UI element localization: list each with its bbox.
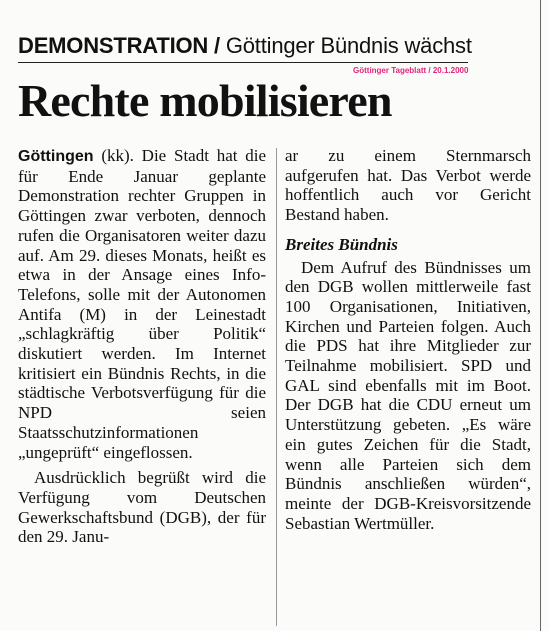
paragraph-2: Ausdrücklich begrüßt wird die Verfügung vom Deutschen Gewerkschaftsbund (DGB), der für den 29. Janu-	[18, 468, 266, 547]
paragraph-1-text: (kk). Die Stadt hat die für Ende Januar geplante Demonstration rechter Gruppen in Göttingen zwar verboten, dennoch rufen die Organisatoren weiter dazu auf. Am 29. dieses Monats, heißt es etwa in der Ansage eines Info-Telefons, solle mit der Autonomen Antifa (M) in der Leinestadt „schlagkräftig über Politik“ diskutiert werden. Im Internet kritisiert ein Bündnis Rechts, in die städtische Verbotsverfügung für die NPD seien Staatsschutzinformationen „ungeprüft“ eingeflossen.	[18, 146, 267, 462]
clipping-edge	[540, 0, 541, 631]
dateline: Göttingen	[18, 148, 94, 165]
paragraph-1	[18, 146, 266, 462]
subheading: Breites Bündnis	[285, 234, 398, 254]
source-credit: Göttinger Tageblatt / 20.1.2000	[353, 66, 469, 75]
kicker-separator: /	[214, 33, 220, 58]
article-column-left	[18, 146, 266, 547]
kicker-topic: DEMONSTRATION	[18, 33, 209, 58]
column-divider	[276, 148, 277, 626]
paragraph-2-continued: ar zu einem Sternmarsch aufgerufen hat. Das Verbot werde hoffentlich auch vor Gericht Bestand haben.	[285, 146, 531, 225]
headline: Rechte mobilisieren	[18, 75, 392, 126]
kicker-subtitle: Göttinger Bündnis wächst	[225, 33, 472, 58]
kicker-rule	[18, 62, 468, 63]
paragraph-3: Dem Aufruf des Bündnisses um den DGB wollen mittlerweile fast 100 Organisationen, Initiativen, Kirchen und Parteien folgen. Auch die PDS hat ihre Mitglieder zur Teilnahme mobilisiert. SPD und GAL sind ebenfalls mit im Boot. Der DGB hat die CDU erneut um Unterstützung gebeten. „Es wäre ein gutes Zeichen für die Stadt, wenn alle Parteien sich dem Bündnis anschließen würden“, meinte der DGB-Kreisvorsitzende Sebastian Wertmüller.	[285, 257, 531, 533]
kicker-line	[18, 33, 472, 59]
article-column-right	[285, 146, 531, 533]
